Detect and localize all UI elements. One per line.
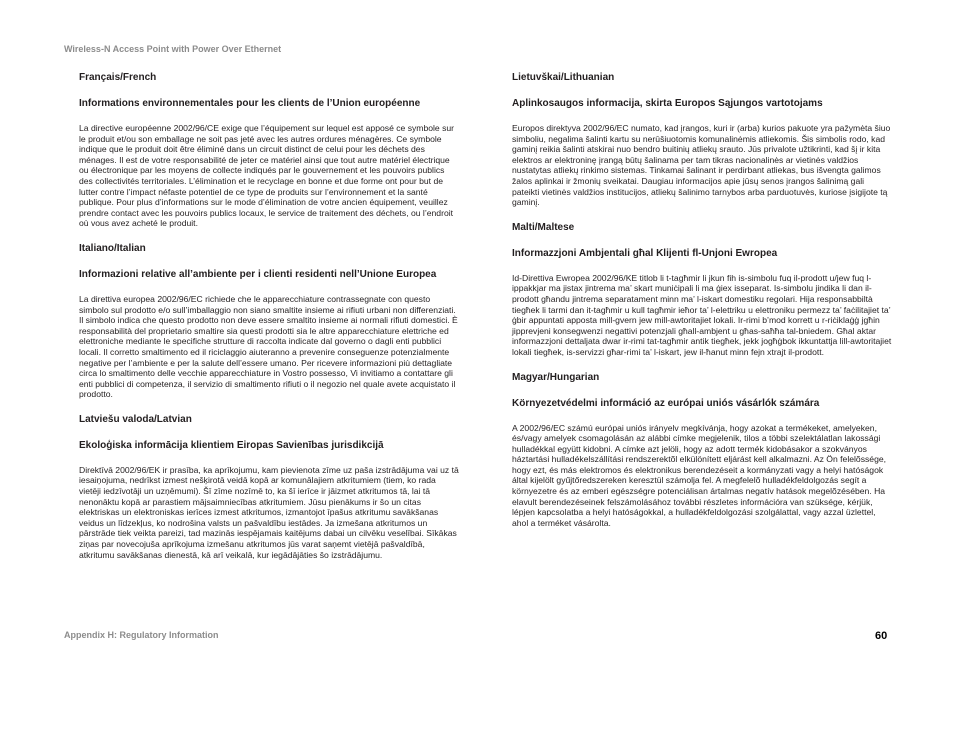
section-body: Id-Direttiva Ewropea 2002/96/KE titlob li t-tagħmir li jkun fih is-simbolu fuq il-prodott u/jew fuq l-ippakkjar ma jistax jintrema ma’ skart muniċipali li ma ġiex isseparat. Is-simbolu jindika li dan il-prodott għandu jintrema separatament minn ma’ l-iskart domestiku regolari. Hija responsabbiltà tiegħek li tarmi dan it-tagħmir u kull tagħmir ieħor ta’ l-elettriku u elettroniku permezz ta’ faċilitajiet ta’ ġbir appuntati apposta mill-gvern jew mill-awtoritajiet lokali. Ir-rimi b’mod korrett u r-riċiklaġġ jgħin jipprevjeni konsegwenzi negattivi potenzjali għall-ambjent u għas-saħħa tal-bniedem. Għal aktar informazzjoni dettaljata dwar ir-rimi tat-tagħmir antik tiegħek, jekk jogħġbok ikkuntattja lill-awtoritajiet lokali tiegħek, is-servizzi għar-rimi ta’ l-iskart, jew il-ħanut minn fejn xtrajt il-prodott. [512, 272, 892, 357]
section-heading: Ekoloģiska informācija klientiem Eiropas Savienības jurisdikcijā [79, 439, 384, 451]
section-latvian [79, 414, 459, 560]
section-body: Europos direktyva 2002/96/EC numato, kad įrangos, kuri ir (arba) kurios pakuote yra pažymėta šiuo simboliu, negalima šalinti kartu su nerūšiuotomis komunalinėmis atliekomis. Šis simbolis rodo, kad gaminį reikia šalinti atskirai nuo bendro buitinių atliekų srauto. Jūs privalote užtikrinti, kad šį ir kita elektros ar elektroninę įrangą būtų šalinama per tam tikras nacionalinės ar vietinės valdžios nustatytas atliekų rinkimo sistemas. Tinkamai šalinant ir perdirbant atliekas, bus išvengta galimos žalos aplinkai ir žmonių sveikatai. Daugiau informacijos apie jūsų senos įrangos šalinimą gali pateikti vietinės valdžios institucijos, atliekų šalinimo tarnybos arba parduotuvės, kuriose įsigijote tą gaminį. [512, 123, 891, 208]
language-label: Malti/Maltese [512, 221, 575, 233]
section-body: La directive européenne 2002/96/CE exige que l’équipement sur lequel est apposé ce symbole sur le produit et/ou son emballage ne soit pas jeté avec les autres ordures ménagères. Ce symbole indique que le produit doit être éliminé dans un circuit distinct de celui pour les déchets des ménages. Il est de votre responsabilité de jeter ce matériel ainsi que tout autre matériel électrique ou électronique par les moyens de collecte indiqués par le gouvernement et les pouvoirs publics des collectivités territoriales. L’élimination et le recyclage en bonne et due forme ont pour but de lutter contre l’impact néfaste potentiel de ce type de produits sur l’environnement et la santé publique. Pour plus d’informations sur le mode d’élimination de votre ancien équipement, veuillez prendre contact avec les pouvoirs publics locaux, le service de traitement des déchets, ou l’endroit où vous avez acheté le produit. [79, 123, 455, 229]
left-column [79, 72, 459, 574]
page-number: 60 [875, 630, 888, 642]
right-column [512, 72, 892, 542]
language-label: Magyar/Hungarian [512, 371, 600, 383]
language-label: Lietuvškai/Lithuanian [512, 72, 615, 83]
section-lithuanian [512, 72, 892, 208]
section-body: Direktīvā 2002/96/EK ir prasība, ka aprīkojumu, kam pievienota zīme uz paša izstrādājuma vai uz tā iesaiņojuma, nedrīkst izmest nešķirotā veidā kopā ar komunālajiem atkritumiem (tiem, ko rada vietēji iedzīvotāji un uzņēmumi). Šī zīme nozīmē to, ka šī ierīce ir jāizmet atkritumos tā, lai tā nenonāktu kopā ar parastiem mājsaimniecības atkritumiem. Jūsu pienākums ir šo un citas elektriskas un elektroniskas ierīces izmest atkritumos, izmantojot īpašus atkritumu savākšanas veidus un līdzekļus, ko nodrošina valsts un pašvaldību iestādes. Ja izmešana atkritumos un pārstrāde tiek veikta pareizi, tad mazinās iespējamais kaitējums dabai un cilvēku veselībai. Sīkākas ziņas par novecojuša aprīkojuma izmešanu atkritumos jūs varat saņemt vietējā pašvaldībā, atkritumu savākšanas dienestā, kā arī veikalā, kur iegādājāties šo izstrādājumu. [79, 464, 459, 560]
section-maltese [512, 222, 892, 358]
page-header-title: Wireless-N Access Point with Power Over Ethernet [64, 44, 282, 54]
section-heading: Informazioni relative all’ambiente per i clienti residenti nell’Unione Europea [79, 268, 437, 280]
section-hungarian [512, 372, 892, 529]
language-label: Français/French [79, 72, 157, 83]
section-heading: Környezetvédelmi információ az európai uniós vásárlók számára [512, 397, 820, 409]
section-italian [79, 243, 459, 400]
language-label: Latviešu valoda/Latvian [79, 413, 192, 425]
section-heading: Aplinkosaugos informacija, skirta Europos Sąjungos vartotojams [512, 98, 823, 109]
section-heading: Informations environnementales pour les clients de l’Union européenne [79, 98, 421, 109]
section-heading: Informazzjoni Ambjentali għal Klijenti fl-Unjoni Ewropea [512, 247, 778, 259]
page-footer-appendix: Appendix H: Regulatory Information [64, 630, 219, 640]
section-body: A 2002/96/EC számú európai uniós irányelv megkívánja, hogy azokat a termékeket, amelyeken, és/vagy amelyek csomagolásán az alábbi címke megjelenik, tilos a többi szelektálatlan lakossági hulladékkal együtt kidobni. A címke azt jelöli, hogy az adott termék kidobásakor a szokványos háztartási hulladékelszállítási rendszerektõl elkülönített eljárást kell alkalmazni. Az Ön felelõssége, hogy ezt, és más elektromos és elektronikus berendezéseit a kormányzati vagy a helyi hatóságok által kijelölt gyűjtőredszereken keresztül számolja fel. A megfelelõ hulladékfeldolgozás segít a környezetre és az emberi egészségre potenciálisan ártalmas negatív hatások megelõzésében. Ha elavult berendezéseinek felszámolásához további részletes információra van szüksége, kérjük, lépjen kapcsolatba a helyi hatóságokkal, a hulladékfeldolgozási szolgálattal, vagy azzal üzlettel, ahol a terméket vásárolta. [512, 422, 887, 528]
language-label: Italiano/Italian [79, 242, 146, 254]
section-french [79, 72, 459, 229]
section-body: La direttiva europea 2002/96/EC richiede che le apparecchiature contrassegnate con questo simbolo sul prodotto e/o sull’imballaggio non siano smaltite insieme ai rifiuti urbani non differenziati. Il simbolo indica che questo prodotto non deve essere smaltito insieme ai normali rifiuti domestici. È responsabilità del proprietario smaltire sia questi prodotti sia le altre apparecchiature elettriche ed elettroniche mediante le specifiche strutture di raccolta indicate dal governo o dagli enti pubblici locali. Il corretto smaltimento ed il riciclaggio aiuteranno a prevenire conseguenze potenzialmente negative per l’ambiente e per la salute dell’essere umano. Per ricevere informazioni più dettagliate circa lo smaltimento delle vecchie apparecchiature in Vostro possesso, Vi invitiamo a contattare gli enti pubblici di competenza, il servizio di smaltimento rifiuti o il negozio nel quale avete acquistato il prodotto. [79, 293, 458, 400]
